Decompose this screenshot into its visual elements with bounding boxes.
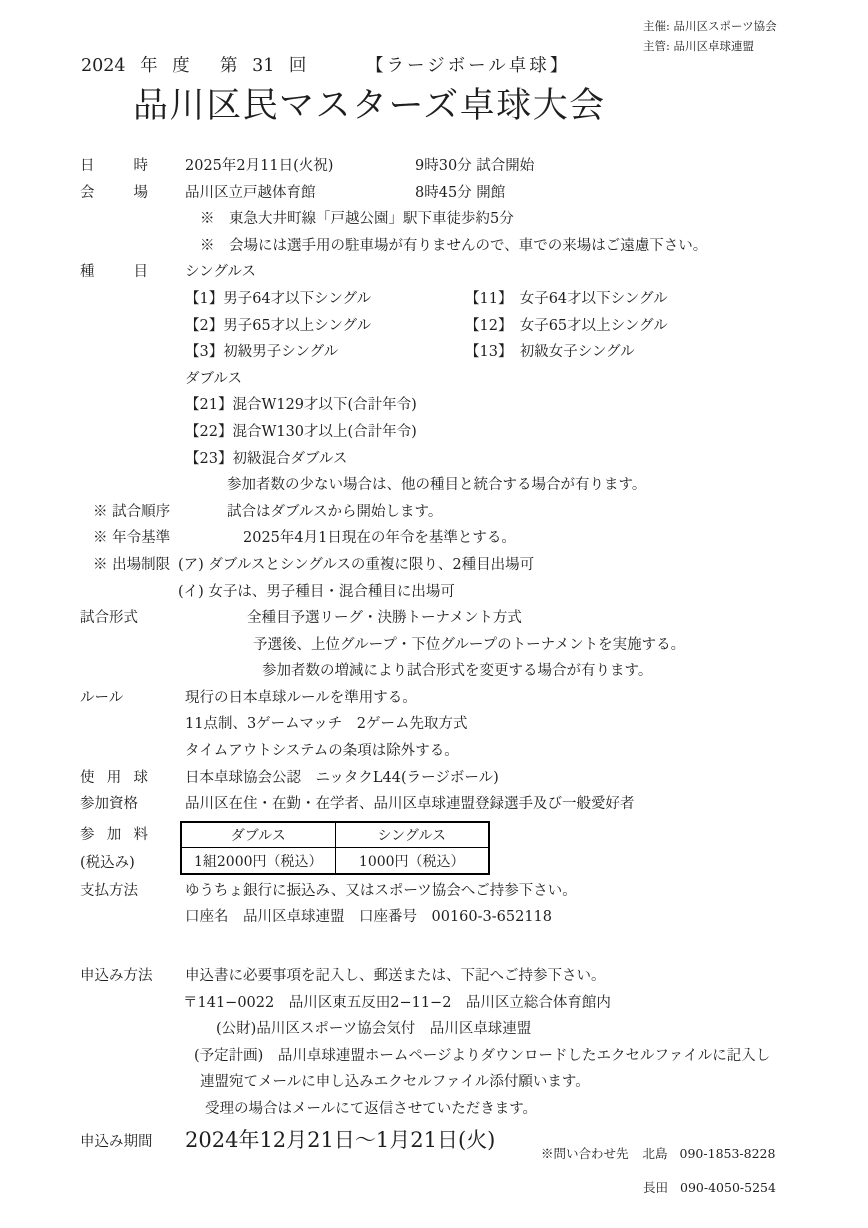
format-row	[0, 606, 868, 633]
doubles-row-3	[0, 447, 868, 474]
fee-value-singles: 1000円（税込）	[335, 848, 489, 874]
payment-row	[0, 879, 868, 906]
venue-row	[0, 181, 868, 208]
application-row	[0, 964, 868, 991]
payment-account: 口座名 品川区卓球連盟 口座番号 00160-3-652118	[185, 909, 553, 926]
singles-heading: シングルス	[185, 264, 256, 281]
payment-row2	[0, 905, 868, 932]
fee-label: 参加料	[80, 826, 148, 843]
entry-limit-label: ※ 出場制限	[93, 556, 171, 573]
event-item: 【1】男子64才以下シングル	[185, 290, 372, 307]
manager-line: 主管: 品川区卓球連盟	[643, 39, 755, 53]
event-item: 【2】男子65才以上シングル	[185, 317, 372, 334]
event-item: 【22】混合W130才以上(合計年令)	[185, 423, 417, 440]
eligibility-row	[0, 792, 868, 819]
doubles-heading: ダブルス	[185, 370, 242, 387]
venue-value: 品川区立戸越体育館	[185, 184, 316, 201]
event-item: 【12】 女子65才以上シングル	[465, 317, 668, 334]
fee-table-value-row	[181, 848, 489, 874]
title-round: 第 31 回	[220, 56, 307, 76]
match-order-text: 試合はダブルスから開始します。	[227, 503, 443, 520]
rules-row2	[0, 712, 868, 739]
start-time: 9時30分 試合開始	[415, 158, 535, 174]
application-mail: 連盟宛てメールに申し込みエクセルファイル添付願います。	[200, 1074, 590, 1091]
contact-line-1	[541, 1144, 775, 1162]
singles-row-2	[0, 314, 868, 341]
rules-row3	[0, 739, 868, 766]
ball-row	[0, 766, 868, 793]
application-label: 申込み方法	[80, 968, 153, 985]
application-row5	[0, 1070, 868, 1097]
event-item: 【11】 女子64才以下シングル	[465, 290, 668, 307]
match-order-row	[0, 500, 868, 527]
fee-label-note: (税込み)	[80, 854, 135, 871]
event-item: 【23】初級混合ダブルス	[185, 450, 348, 467]
fee-block	[0, 819, 868, 879]
payment-label: 支払方法	[80, 882, 138, 899]
entry-limit-row	[0, 553, 868, 580]
doubles-heading-row	[0, 367, 868, 394]
date-label: 日時	[80, 158, 148, 174]
organizer-line: 主催: 品川区スポーツ協会	[643, 19, 777, 33]
title-line	[0, 52, 868, 76]
event-item: 【13】 初級女子シングル	[465, 344, 635, 361]
contact-name-1: 北島	[642, 1146, 668, 1161]
section-gap	[0, 932, 868, 964]
format-label: 試合形式	[80, 610, 138, 627]
application-plan: (予定計画) 品川卓球連盟ホームページよりダウンロードしたエクセルファイルに記入し	[194, 1047, 771, 1064]
access-note: ※ 東急大井町線「戸越公園」駅下車徒歩約5分	[200, 211, 514, 228]
title-year: 2024 年 度	[81, 56, 190, 76]
rules-row	[0, 686, 868, 713]
fee-header-doubles: ダブルス	[181, 822, 335, 848]
format-row2	[0, 633, 868, 660]
doubles-row-2	[0, 420, 868, 447]
events-label: 種目	[80, 264, 148, 281]
format-line2: 予選後、上位グループ・下位グループのトーナメントを実施する。	[253, 636, 686, 653]
period-label: 申込み期間	[80, 1133, 153, 1150]
rules-label: ルール	[80, 689, 124, 706]
date-row	[0, 154, 868, 181]
event-item: 【21】混合W129才以下(合計年令)	[185, 397, 417, 414]
application-care-of: (公財)品川区スポーツ協会気付 品川区卓球連盟	[216, 1021, 532, 1038]
format-line3: 参加者数の増減により試合形式を変更する場合が有ります。	[262, 663, 653, 680]
age-standard-text: 2025年4月1日現在の年令を基準とする。	[243, 530, 516, 547]
rules-line2: 11点制、3ゲームマッチ 2ゲーム先取方式	[185, 716, 468, 733]
entry-limit-b: (イ) 女子は、男子種目・混合種目に出場可	[178, 583, 455, 600]
header-meta	[643, 16, 777, 56]
match-order-label: ※ 試合順序	[93, 503, 171, 520]
ball-text: 日本卓球協会公認 ニッタクL44(ラージボール)	[185, 769, 499, 786]
application-row6	[0, 1097, 868, 1124]
fee-header-singles: シングルス	[335, 822, 489, 848]
rules-line1: 現行の日本卓球ルールを準用する。	[185, 689, 417, 706]
parking-note: ※ 会場には選手用の駐車場が有りませんので、車での来場はご遠慮下さい。	[200, 237, 708, 254]
entry-limit-a: (ア) ダブルスとシングルスの重複に限り、2種目出場可	[178, 556, 535, 573]
singles-row-3	[0, 340, 868, 367]
application-address: 〒141−0022 品川区東五反田2−11−2 品川区立総合体育館内	[183, 994, 611, 1011]
doubles-row-1	[0, 393, 868, 420]
age-standard-row	[0, 526, 868, 553]
contact-phone-1: 090-1853-8228	[679, 1146, 776, 1161]
rules-line3: タイムアウトシステムの条項は除外する。	[185, 743, 459, 760]
application-row3	[0, 1017, 868, 1044]
merge-note: 参加者数の少ない場合は、他の種目と統合する場合が有ります。	[227, 477, 647, 494]
parking-note-row	[0, 234, 868, 261]
payment-line1: ゆうちょ銀行に振込み、又はスポーツ協会へご持参下さい。	[185, 882, 577, 899]
fee-value-doubles: 1組2000円（税込）	[181, 848, 335, 874]
format-line1: 全種目予選リーグ・決勝トーナメント方式	[247, 610, 522, 627]
entry-limit-row-b	[0, 580, 868, 607]
document-title: 品川区民マスターズ卓球大会	[133, 86, 606, 126]
events-row	[0, 260, 868, 287]
application-row2	[0, 991, 868, 1018]
age-standard-label: ※ 年令基準	[93, 530, 171, 547]
event-item: 【3】初級男子シングル	[185, 344, 339, 361]
contact-phone-2: 090-4050-5254	[680, 1180, 776, 1195]
merge-note-row	[0, 473, 868, 500]
format-row3	[0, 659, 868, 686]
fee-table-header-row	[181, 822, 489, 848]
contact-name-2: 長田	[643, 1180, 669, 1195]
date-value: 2025年2月11日(火祝)	[185, 158, 334, 174]
fee-table	[180, 821, 490, 875]
contact-heading: ※問い合わせ先	[541, 1146, 629, 1161]
open-time: 8時45分 開館	[415, 184, 506, 201]
singles-row-1	[0, 287, 868, 314]
contact-line-2	[643, 1178, 776, 1196]
application-line1: 申込書に必要事項を記入し、郵送または、下記へご持参下さい。	[185, 968, 606, 985]
access-note-row	[0, 207, 868, 234]
eligibility-text: 品川区在住・在勤・在学者、品川区卓球連盟登録選手及び一般愛好者	[185, 796, 635, 813]
venue-label: 会場	[80, 184, 148, 201]
eligibility-label: 参加資格	[80, 796, 138, 813]
application-row4	[0, 1044, 868, 1071]
ball-label: 使用球	[80, 769, 148, 786]
title-category: 【ラージボール卓球】	[366, 56, 571, 76]
application-reply: 受理の場合はメールにて返信させていただきます。	[205, 1101, 538, 1117]
period-value: 2024年12月21日～1月21日(火)	[185, 1127, 496, 1152]
document-body	[0, 154, 868, 1158]
